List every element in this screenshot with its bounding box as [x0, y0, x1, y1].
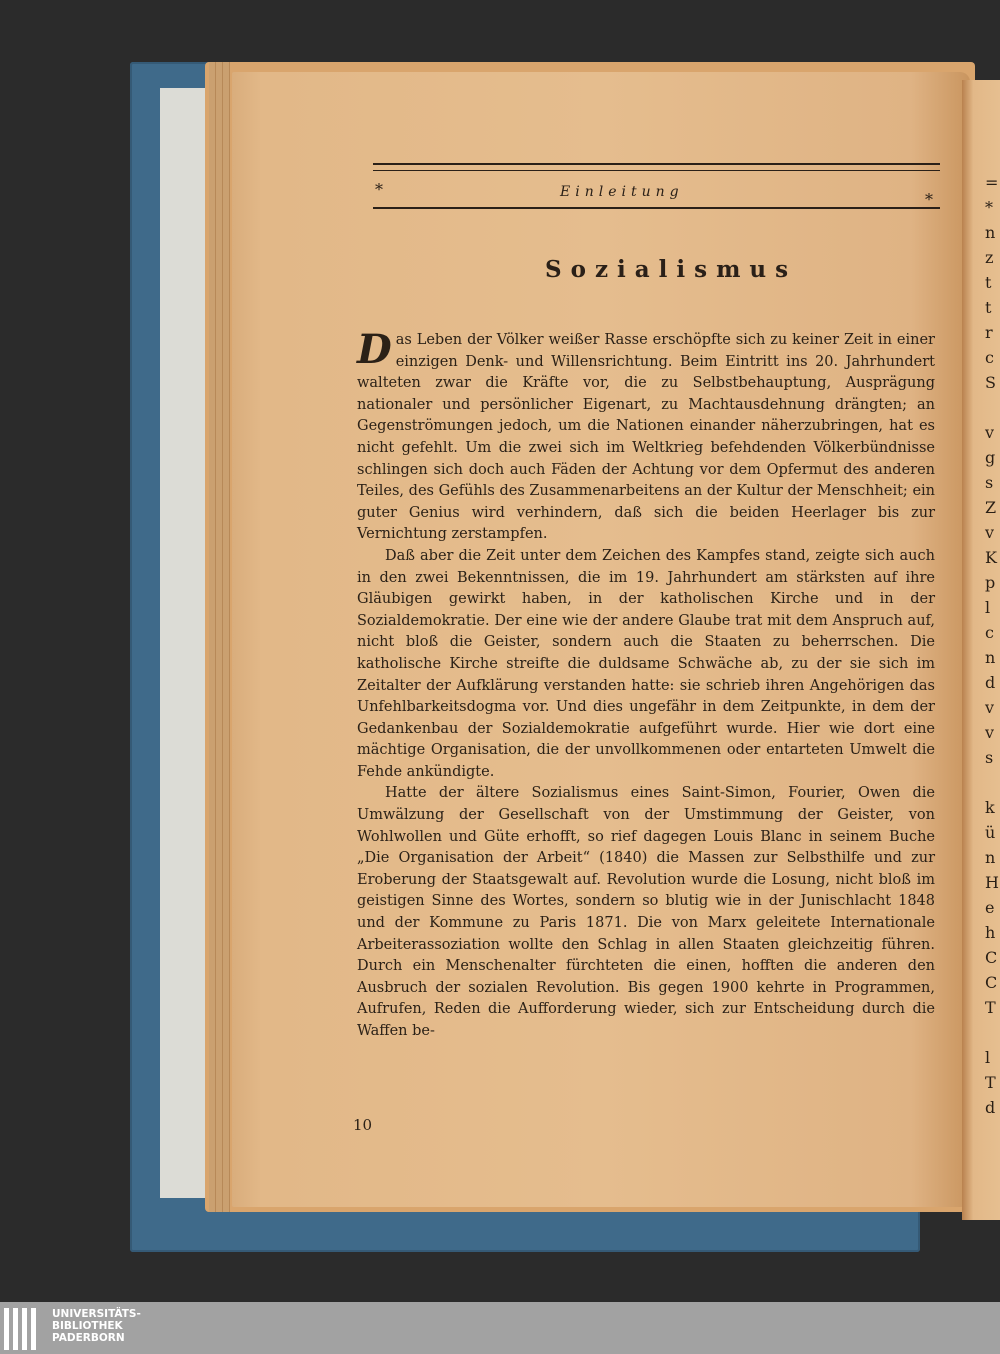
- library-footer: [0, 1302, 1000, 1354]
- facing-page-letter: k: [985, 798, 995, 817]
- page-edge: [216, 62, 223, 1212]
- facing-page-letter: r: [985, 323, 993, 342]
- facing-page-letter: K: [985, 548, 997, 567]
- facing-page-letter: p: [985, 573, 996, 592]
- facing-page-letter: c: [985, 623, 994, 642]
- ornament-star-right: *: [925, 190, 933, 209]
- library-line-1: UNIVERSITÄTS-: [52, 1308, 141, 1320]
- facing-page-letter: t: [985, 298, 992, 317]
- page-edge: [209, 62, 216, 1212]
- facing-page-letter: d: [985, 673, 996, 692]
- page-edge: [223, 62, 230, 1212]
- paragraph-3: Hatte der ältere Sozialismus eines Saint-Simon, Fourier, Owen die Umwälzung der Gesellschaft von der Umstimmung der Geister, von Wohlwollen und Güte erhofft, so rief dagegen Louis Blanc in seinem Buche „Die Organisation der Arbeit“ (1840) die Massen zur Selbsthilfe und zur Eroberung der Staatsgewalt auf. Revolution wurde die Losung, nicht bloß im geistigen Sinne des Wortes, sondern so blutig wie in der Junischlacht 1848 und der Kommune zu Paris 1871. Die von Marx geleitete Internationale Arbeiterassoziation wollte den Schlag in allen Staaten gleichzeitig führen. Durch ein Menschenalter fürchteten die einen, hofften die anderen den Ausbruch der sozialen Revolution. Bis gegen 1900 kehrte in Programmen, Aufrufen, Reden die Aufforderung wieder, sich zur Entscheidung durch die Waffen be-: [357, 785, 935, 1039]
- facing-page-letter: c: [985, 348, 994, 367]
- facing-page-letter: e: [985, 898, 995, 917]
- facing-page-text: [985, 170, 1000, 1120]
- facing-page-letter: S: [985, 373, 996, 392]
- body-text: [357, 326, 935, 1043]
- facing-page-letter: C: [985, 948, 998, 967]
- facing-page-letter: v: [985, 423, 995, 442]
- facing-page-letter: H: [985, 873, 999, 892]
- facing-page-letter: ü: [985, 823, 996, 842]
- facing-page-letter: v: [985, 698, 995, 717]
- facing-page-letter: *: [985, 198, 993, 217]
- facing-page-letter: s: [985, 748, 994, 767]
- chapter-title: Sozialismus: [545, 256, 798, 283]
- facing-page-letter: [985, 395, 1000, 420]
- facing-page-letter: t: [985, 273, 992, 292]
- library-line-3: PADERBORN: [52, 1332, 125, 1344]
- paragraph-1: [357, 326, 935, 546]
- facing-page-letter: l: [985, 1048, 991, 1067]
- facing-page-letter: n: [985, 848, 996, 867]
- facing-page-letter: l: [985, 598, 991, 617]
- ornament-star-left: *: [375, 180, 383, 199]
- header-rule-top-thin: [373, 170, 940, 171]
- facing-page-letter: s: [985, 473, 994, 492]
- library-line-2: BIBLIOTHEK: [52, 1320, 123, 1332]
- facing-page-letter: C: [985, 973, 998, 992]
- page-number: 10: [353, 1116, 373, 1134]
- library-name: [52, 1308, 141, 1344]
- facing-page-letter: g: [985, 448, 996, 467]
- paragraph-1-text: as Leben der Völker weißer Rasse erschöpfte sich zu keiner Zeit in einer einzigen Denk- und Willensrichtung. Beim Eintritt ins 20. Jahrhundert walteten zwar die Kräfte vor, die zu Selbstbehauptung, Ausprägung nationaler und persönlicher Eigenart, zu Machtausdehnung drängten; an Gegenströmungen jedoch, um die Nationen einander näherzubringen, hat es nicht gefehlt. Um die zwei sich im Weltkrieg befehdenden Völkerbündnisse schlingen sich doch auch Fäden der Achtung vor dem Opfermut des anderen Teiles, des Gefühls des Zusammenarbeitens an der Kultur der Menschheit; ein guter Genius wird verhindern, daß sich die beiden Heerlager bis zur Vernichtung zerstampfen.: [357, 332, 935, 543]
- facing-page-letter: T: [985, 1073, 996, 1092]
- facing-page-letter: n: [985, 648, 996, 667]
- facing-page-letter: [985, 770, 1000, 795]
- drop-cap: D: [357, 326, 392, 373]
- facing-page-letter: v: [985, 523, 995, 542]
- facing-page-letter: =: [985, 173, 999, 192]
- facing-page-letter: h: [985, 923, 996, 942]
- facing-page-letter: n: [985, 223, 996, 242]
- facing-page-letter: v: [985, 723, 995, 742]
- facing-page-letter: z: [985, 248, 994, 267]
- facing-page-letter: Z: [985, 498, 997, 517]
- header-rule-bottom: [373, 207, 940, 209]
- facing-page-letter: d: [985, 1098, 996, 1117]
- paragraph-2: Daß aber die Zeit unter dem Zeichen des Kampfes stand, zeigte sich auch in den zwei Bekenntnissen, die im 19. Jahrhundert am stärksten auf ihre Gläubigen gewirkt haben, in der katholischen Kirche und in der Sozialdemokratie. Der eine wie der andere Glaube trat mit dem Anspruch auf, nicht bloß die Geister, sondern auch die Staaten zu beherrschen. Die katholische Kirche streifte die duldsame Schwäche ab, zu der sie sich im Zeitalter der Aufklärung verstanden hatte: sie schrieb ihren Angehörigen das Unfehlbarkeitsdogma vor. Und dies ungefähr in dem Zeitpunkte, in dem der Gedankenbau der Sozialdemokratie aufgeführt wurde. Hier wie dort eine mächtige Organisation, die der unvollkommenen oder entarteten Umwelt die Fehde ankündigte.: [357, 547, 935, 780]
- facing-page-letter: T: [985, 998, 996, 1017]
- header-rule-top: [373, 163, 940, 165]
- facing-page-letter: [985, 1020, 1000, 1045]
- library-logo-icon: [4, 1308, 44, 1350]
- running-head: Einleitung: [560, 184, 684, 200]
